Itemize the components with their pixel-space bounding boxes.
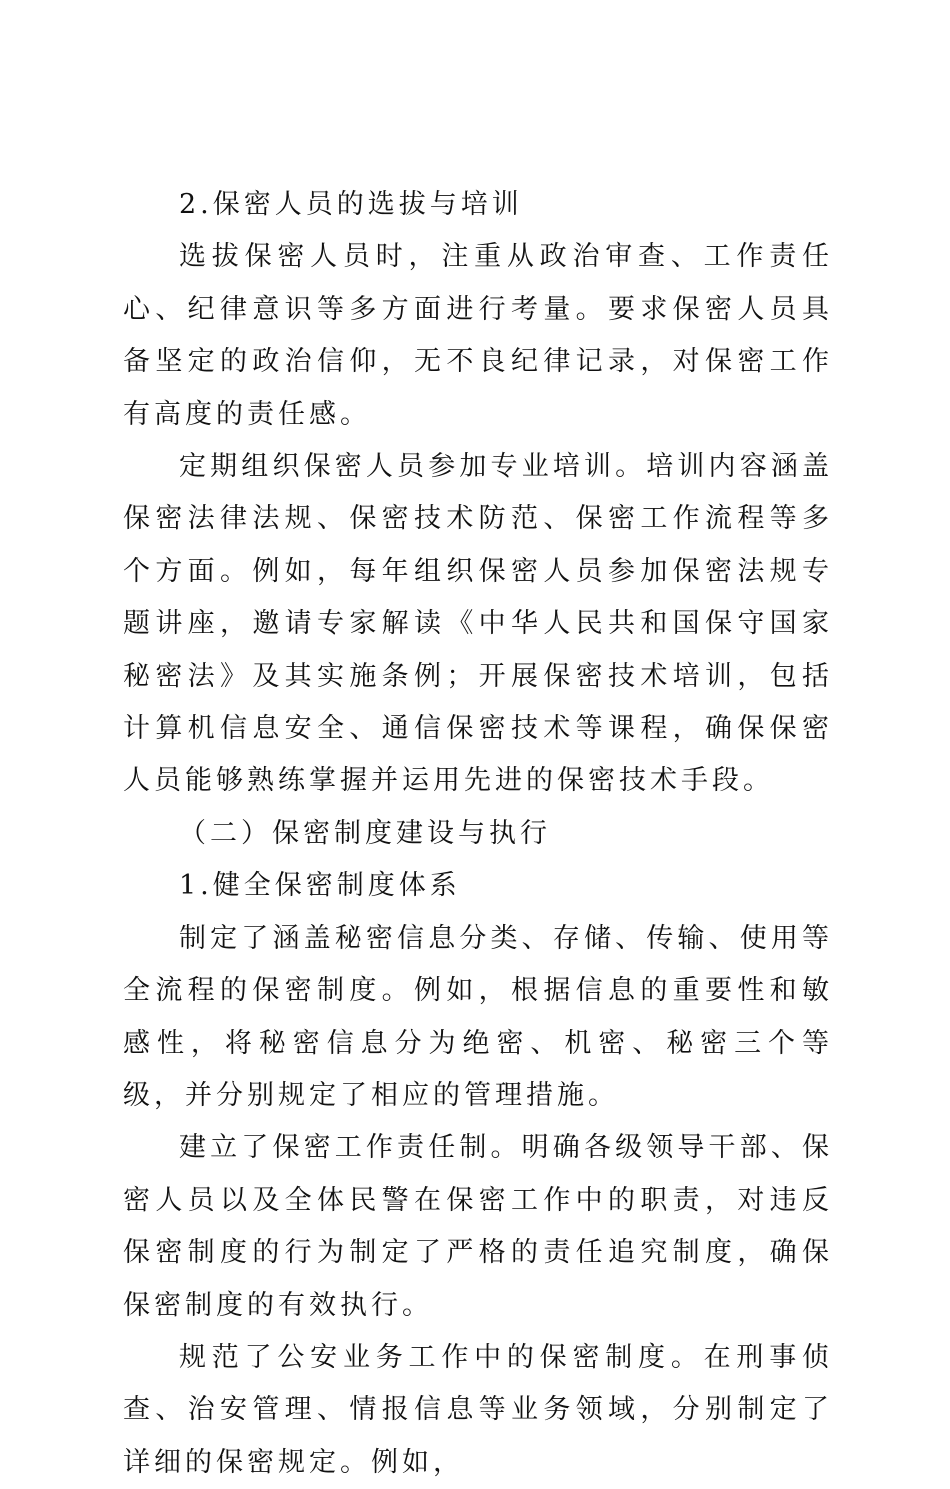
subheading-personnel-selection: 2.保密人员的选拔与培训 <box>179 189 523 220</box>
paragraph-classification-system: 制定了涵盖秘密信息分类、存储、传输、使用等全流程的保密制度。例如，根据信息的重要性和敏感性，将秘密信息分为绝密、机密、秘密三个等级，并分别规定了相应的管理措施。 <box>123 922 833 1111</box>
subheading-system-framework: 1.健全保密制度体系 <box>179 870 461 902</box>
document-body <box>123 179 833 1489</box>
paragraph-training: 定期组织保密人员参加专业培训。培训内容涵盖保密法律法规、保密技术防范、保密工作流程等多个方面。例如，每年组织保密人员参加保密法规专题讲座，邀请专家解读《中华人民共和国保守国家秘密法》及其实施条例；开展保密技术培训，包括计算机信息安全、通信保密技术等课程，确保保密人员能够熟练掌握并运用先进的保密技术手段。 <box>123 451 833 797</box>
paragraph-responsibility-system: 建立了保密工作责任制。明确各级领导干部、保密人员以及全体民警在保密工作中的职责，对违反保密制度的行为制定了严格的责任追究制度，确保保密制度的有效执行。 <box>123 1132 833 1321</box>
paragraph-selection-criteria: 选拔保密人员时，注重从政治审查、工作责任心、纪律意识等多方面进行考量。要求保密人员具备坚定的政治信仰，无不良纪律记录，对保密工作有高度的责任感。 <box>123 241 833 430</box>
paragraph-business-rules: 规范了公安业务工作中的保密制度。在刑事侦查、治安管理、情报信息等业务领域，分别制定了详细的保密规定。例如， <box>123 1341 833 1478</box>
section-heading-system-building: （二）保密制度建设与执行 <box>179 817 551 849</box>
